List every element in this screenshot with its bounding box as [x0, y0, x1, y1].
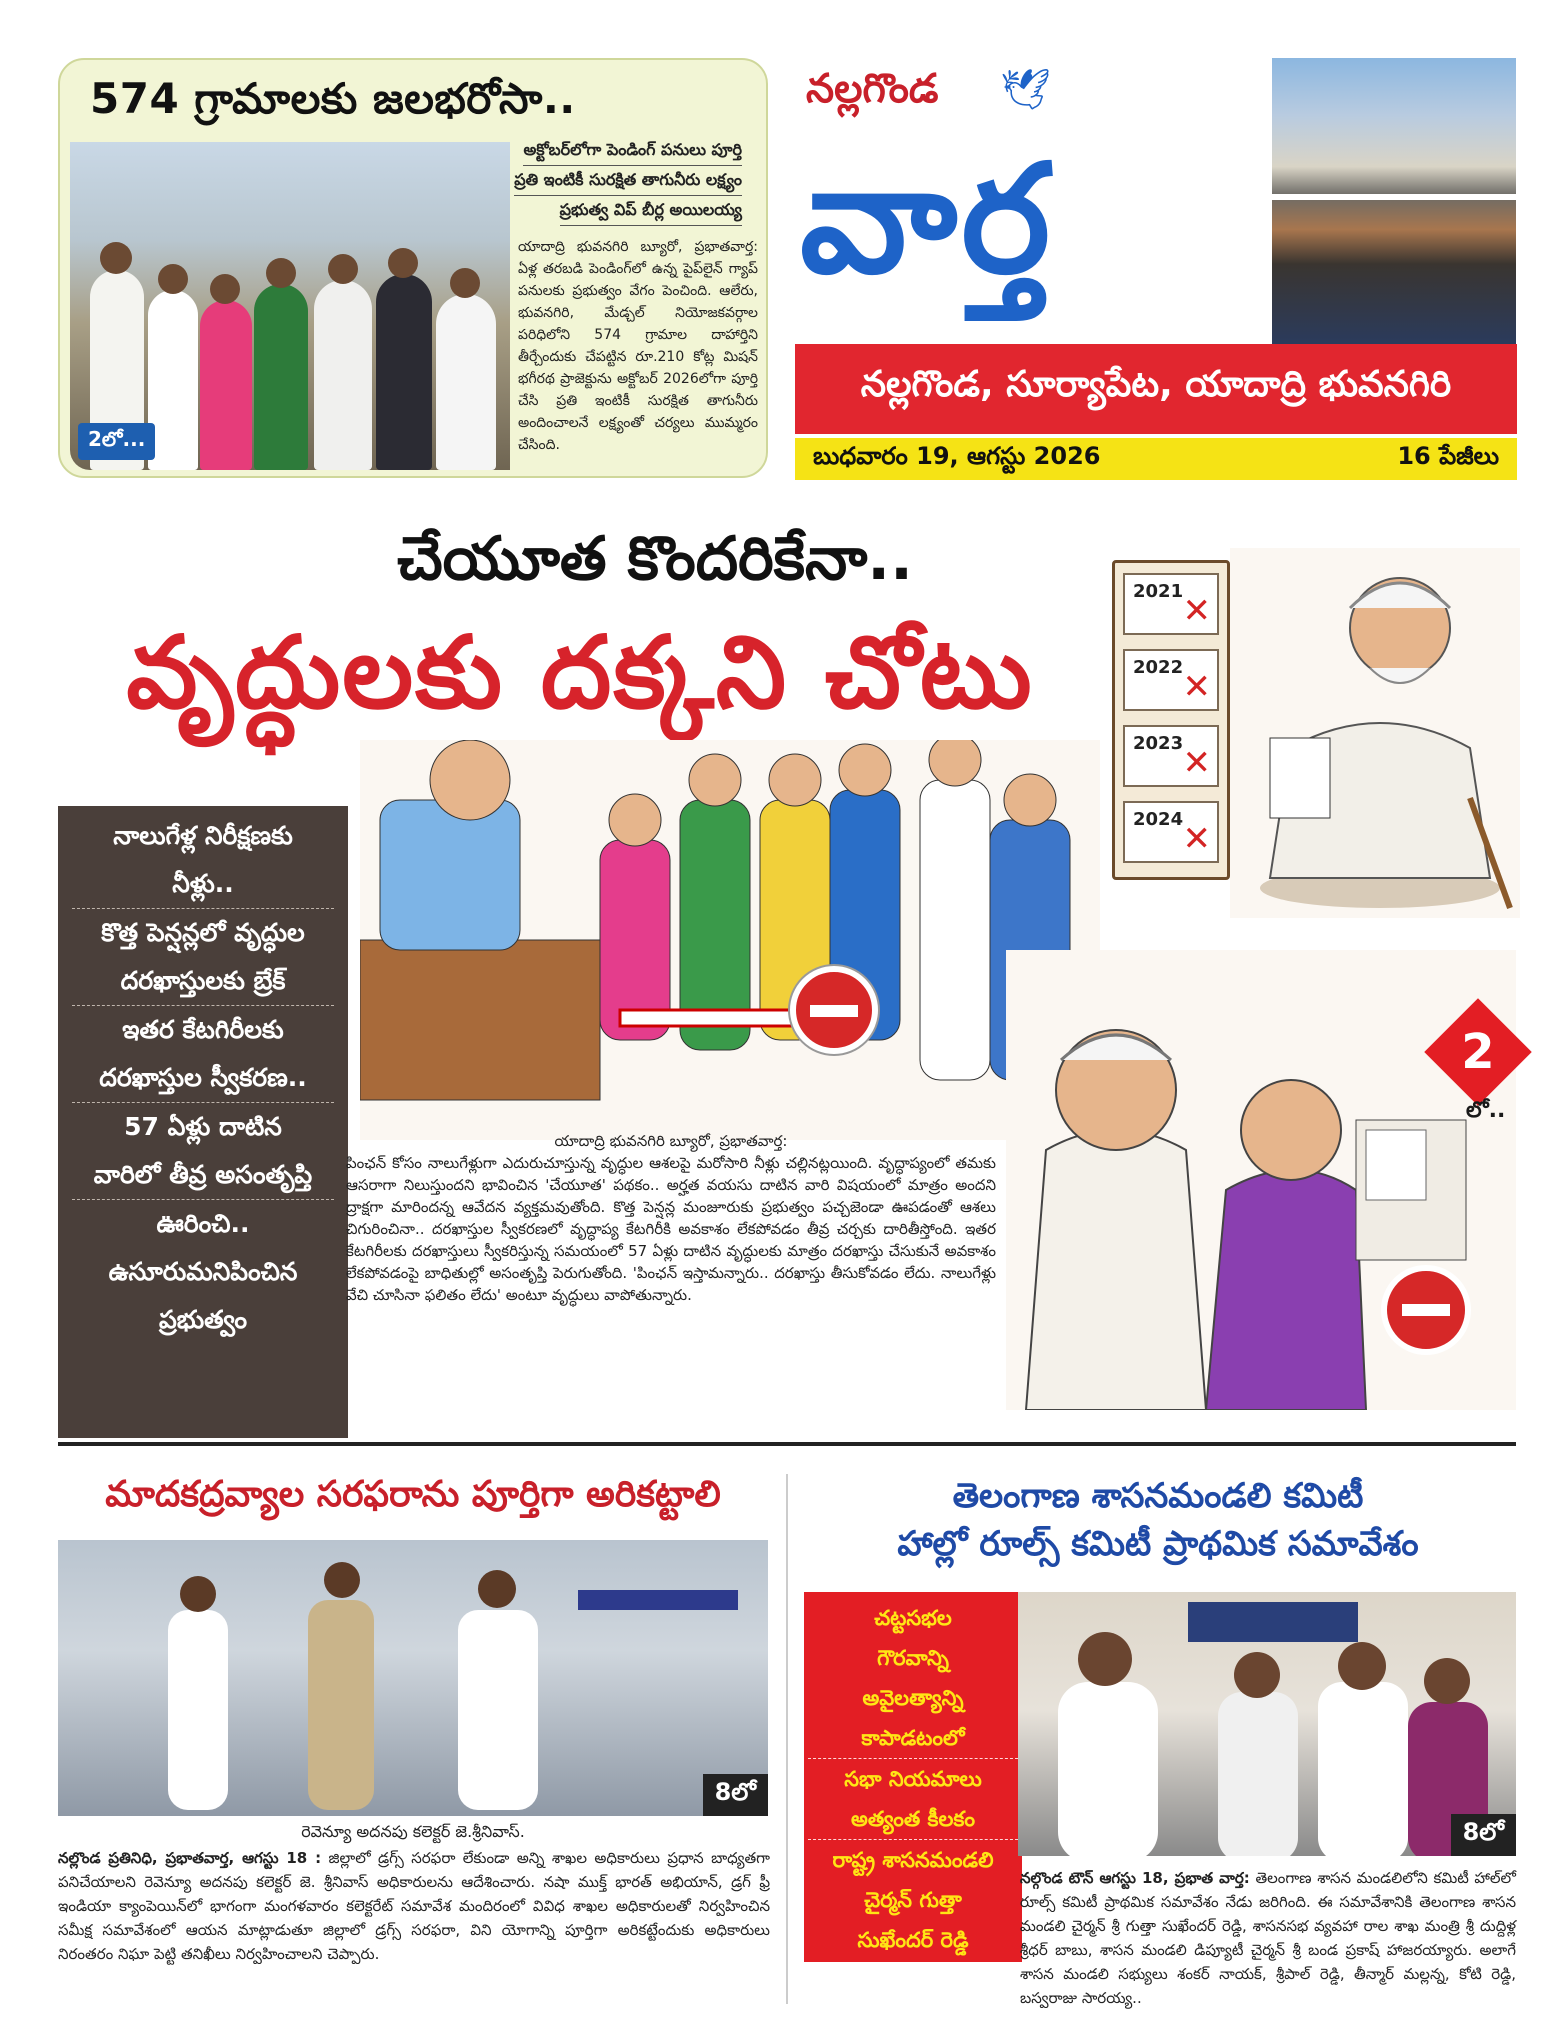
region-text: నల్లగొండ, సూర్యాపేట, యాదాద్రి భువనగిరి	[860, 364, 1452, 405]
council-story-text: తెలంగాణ శాసన మండలిలోని కమిటీ హాల్‌లో రూల్స్ కమిటీ ప్రాథమిక సమావేశం నేడు జరిగింది. ఈ సమావేశానికి తెలంగాణ శాసన మండలి చైర్మన్ శ్రీ గుత్తా సుఖేందర్ రెడ్డి, శాసనసభ వ్యవహా రాల శాఖ మంత్రి శ్రీ దుద్దిళ్ల శ్రీధర్ బాబు, శాసన మండలి డిప్యూటీ చైర్మన్ శ్రీ బండ ప్రకాష్ హాజరయ్యారు. అలాగే శాసన మండలి సభ్యులు శంకర్ నాయక్, శ్రీపాల్ రెడ్డి, తీన్మార్ మల్లన్న, కోటి రెడ్డి, బస్వరాజు సారయ్య..	[1020, 1869, 1516, 2007]
page-marker-suffix: లో..	[1466, 1098, 1506, 1123]
page-count: 16 పేజీలు	[1397, 442, 1499, 470]
council-box-line: చైర్మన్ గుత్తా	[864, 1888, 962, 1912]
calendar-year: 2021 ✕	[1123, 573, 1219, 635]
drug-story-dateline: నల్లొండ ప్రతినిధి, ప్రభాతవార్త, ఆగస్టు 18 :	[58, 1849, 322, 1867]
main-story-text: పింఛన్ కోసం నాలుగేళ్లుగా ఎదురుచూస్తున్న వృద్ధుల ఆశలపై మరోసారి నీళ్లు చల్లినట్లయింది. వృద్ధాప్యంలో తమకు ఆసరాగా నిలుస్తుందని భావించిన 'చేయూత' పథకం.. అర్హత వయసు దాటిన వారి విషయంలో మాత్రం అందని ద్రాక్షగా మారిందన్న ఆవేదన వ్యక్తమవుతోంది. కొత్త పెన్షన్ల మంజూరుకు ప్రభుత్వం పచ్చజెండా ఊపడంతో ఆశలు చిగురించినా.. దరఖాస్తుల స్వీకరణలో వృద్ధాప్య కేటగిరీకి అవకాశం లేకపోవడం తీవ్ర చర్చకు దారితీస్తోంది. ఇతర కేటగిరీలకు దరఖాస్తులు స్వీకరిస్తున్న సమయంలో 57 ఏళ్లు దాటిన వృద్ధులకు మాత్రం దరఖాస్తు చేసుకునే అవకాశం లేకపోవడంపై బాధితుల్లో అసంతృప్తి పెరుగుతోంది. 'పింఛన్ ఇస్తామన్నారు.. దరఖాస్తు తీసుకోవడం లేదు. నాలుగేళ్లు వేచి చూసినా ఫలితం లేదు' అంటూ వృద్ధులు వాపోతున్నారు.	[346, 1154, 996, 1304]
cross-icon: ✕	[1182, 819, 1211, 859]
cross-icon: ✕	[1182, 743, 1211, 783]
council-headline-line1: తెలంగాణ శాసనమండలి కమిటీ	[952, 1476, 1364, 1516]
sidebar-line: కొత్త పెన్షన్లలో వృద్ధుల	[101, 918, 305, 947]
drug-story-body	[58, 1846, 770, 1966]
dove-icon: 🕊	[1000, 67, 1051, 113]
drug-story-photo	[58, 1540, 768, 1816]
section-divider	[58, 1442, 1516, 1446]
top-story-headline: 574 గ్రామాలకు జలభరోసా..	[90, 74, 576, 123]
sitting-old-man-illustration	[1230, 548, 1520, 918]
council-box-line: కాపాడటంలో	[808, 1718, 1018, 1759]
sidebar-line: 57 ఏళ్లు దాటిన	[124, 1112, 282, 1141]
column-divider	[786, 1474, 788, 2004]
top-story-subhead-3: ప్రభుత్వ విప్ బీర్ల అయిలయ్య	[560, 200, 742, 226]
date-bar	[795, 438, 1517, 480]
calendar-year: 2022 ✕	[1123, 649, 1219, 711]
drug-photo-marker: 8లో	[703, 1774, 768, 1816]
council-photo-marker: 8లో	[1451, 1814, 1516, 1856]
main-story-dateline: యాదాద్రి భువనగిరి బ్యూరో, ప్రభాతవార్త:	[554, 1132, 788, 1150]
drug-story-text: జిల్లాలో డ్రగ్స్ సరఫరా లేకుండా అన్ని శాఖల అధికారులు ప్రధాన బాధ్యతగా పనిచేయాలని రెవెన్యూ అదనపు కలెక్టర్ జె. శ్రీనివాస్ అధికారులను ఆదేశించారు. నషా ముక్త్ భారత్ అభియాన్, డ్రగ్ ఫ్రీ ఇండియా క్యాంపెయిన్‌లో భాగంగా మంగళవారం కలెక్టరేట్ సమావేశ మందిరంలో వివిధ శాఖల అధికారులతో నిర్వహించిన సమీక్ష సమావేశంలో ఆయన మాట్లాడుతూ జిల్లాలో డ్రగ్స్ సరఫరా, విని యోగాన్ని పూర్తిగా అరికట్టేందుకు అధికారులు నిరంతరం నిఘా పెట్టి తనిఖీలు నిర్వహించాలని చెప్పారు.	[58, 1849, 771, 1963]
sidebar-line: నీళ్లు..	[72, 860, 334, 909]
cross-icon: ✕	[1182, 591, 1211, 631]
council-box-line: సభా నియమాలు	[844, 1767, 982, 1791]
council-box-line: అవైలత్యాన్ని	[862, 1686, 964, 1710]
sidebar-line: ప్రభుత్వం	[158, 1305, 248, 1334]
sidebar-line: వారిలో తీవ్ర అసంతృప్తి	[72, 1151, 334, 1200]
drug-story-headline: మాదకద్రవ్యాల సరఫరాను పూర్తిగా అరికట్టాలి	[105, 1474, 721, 1515]
sidebar-line: దరఖాస్తుల స్వీకరణ..	[72, 1054, 334, 1103]
council-quote-box	[804, 1592, 1022, 1962]
sidebar-line: నాలుగేళ్ల నిరీక్షణకు	[113, 821, 293, 850]
cross-icon: ✕	[1182, 667, 1211, 707]
page-marker-number: 2	[1461, 1024, 1495, 1080]
calendar-illustration	[1112, 560, 1230, 880]
masthead-city-label: నల్లగొండ	[806, 66, 939, 112]
council-box-line: గౌరవాన్ని	[877, 1646, 949, 1670]
main-headline: వృద్ధులకు దక్కని చోటు	[126, 614, 1034, 731]
pension-office-illustration	[360, 740, 1100, 1140]
calendar-year: 2023 ✕	[1123, 725, 1219, 787]
council-story-body	[1020, 1866, 1516, 2010]
council-box-line: రాష్ట్ర శాసనమండలి	[832, 1848, 994, 1872]
top-story-box	[58, 58, 768, 478]
main-story-sidebar	[58, 806, 348, 1438]
main-kicker: చేయూత కొందరికేనా..	[397, 524, 913, 594]
council-headline-line2: హాల్లో రూల్స్ కమిటీ ప్రాథమిక సమావేశం	[897, 1524, 1419, 1564]
top-story-photo	[70, 142, 510, 470]
top-story-subhead-1: అక్టోబర్‌లోగా పెండింగ్ పనులు పూర్తి	[523, 140, 742, 166]
sidebar-line: దరఖాస్తులకు బ్రేక్	[72, 957, 334, 1006]
council-box-line: అత్యంత కీలకం	[808, 1799, 1018, 1840]
region-bar	[795, 344, 1517, 434]
masthead-photo-collage	[1272, 58, 1516, 344]
issue-date: బుధవారం 19, ఆగస్టు 2026	[813, 442, 1101, 470]
council-box-line: సుఖేందర్ రెడ్డి	[857, 1928, 969, 1952]
page-ref-badge: 2లో...	[78, 423, 155, 460]
calendar-year: 2024 ✕	[1123, 801, 1219, 863]
council-box-line: చట్టసభల	[874, 1606, 952, 1630]
main-story-body	[346, 1130, 996, 1306]
sidebar-line: ఉసూరుమనిపించిన	[108, 1257, 298, 1286]
top-story-subhead-2: ప్రతి ఇంటికీ సురక్షిత తాగునీరు లక్ష్యం	[514, 170, 742, 196]
top-story-body: యాదాద్రి భువనగిరి బ్యూరో, ప్రభాతవార్త: ఏళ్ల తరబడి పెండింగ్‌లో ఉన్న పైప్‌లైన్ గ్యాప్ పనులకు ప్రభుత్వం వేగం పెంచింది. ఆలేరు, భువనగిరి, మేడ్చల్ నియోజకవర్గాల పరిధిలోని 574 గ్రామాల దాహార్తిని తీర్చేందుకు చేపట్టిన రూ.210 కోట్ల మిషన్ భగీరథ ప్రాజెక్టును అక్టోబర్ 2026లోగా పూర్తి చేసి ప్రతి ఇంటికీ సురక్షిత తాగునీరు అందించాలనే లక్ష్యంతో చర్యలు ముమ్మరం చేసింది.	[518, 239, 758, 453]
council-story-photo	[1018, 1592, 1516, 1856]
no-entry-icon	[790, 966, 878, 1054]
sidebar-line: ఊరించి..	[156, 1209, 250, 1238]
sidebar-line: ఇతర కేటగిరీలకు	[122, 1015, 284, 1044]
masthead-logo: వార్త	[800, 133, 1055, 307]
council-story-dateline: నల్గొండ టౌన్ ఆగస్టు 18, ప్రభాత వార్త:	[1020, 1869, 1250, 1887]
drug-photo-caption: రెవెన్యూ అదనపు కలెక్టర్ జె.శ్రీనివాస్.	[301, 1822, 525, 1841]
